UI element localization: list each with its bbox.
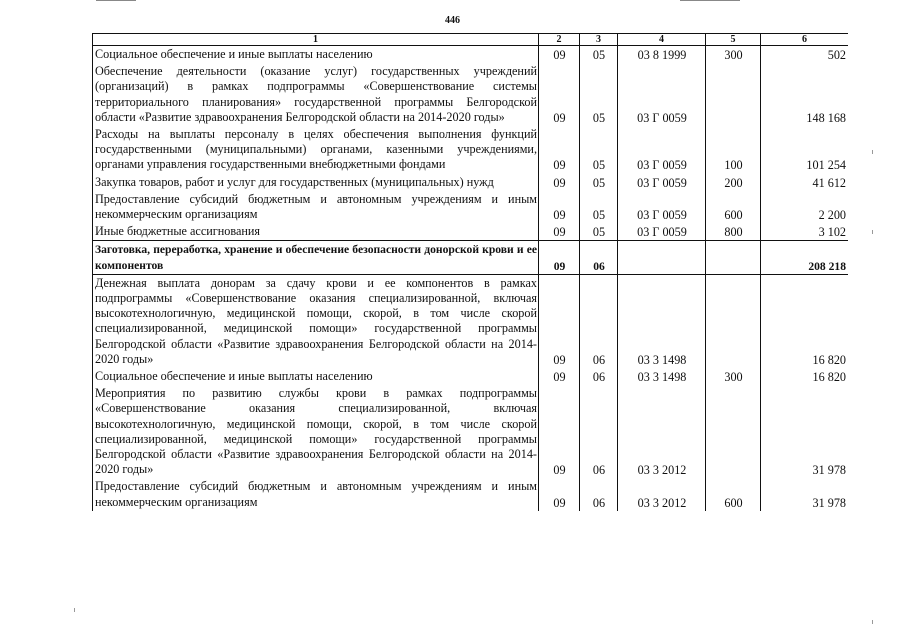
row-amount-cell: 31 978: [761, 385, 849, 478]
row-subsection-cell: 05: [580, 223, 618, 241]
row-target-item-cell: 03 Г 0059: [618, 174, 706, 191]
row-section-cell: 09: [539, 191, 580, 223]
row-amount-cell: 502: [761, 46, 849, 64]
row-section-cell: 09: [539, 126, 580, 174]
row-target-item-cell: 03 8 1999: [618, 46, 706, 64]
row-name-cell: Денежная выплата донорам за сдачу крови и ее компонентов в рамках подпрограммы «Совершенствование оказания специализированной, включая высокотехнологичную, медицинской помощи, скорой, в том числе скорой специализированной, медицинской помощи» государственной программы Белгородской области «Развитие здравоохранения Белгородской области на 2014-2020 годы»: [93, 274, 539, 368]
budget-table-container: [92, 33, 848, 637]
row-subsection-cell: 06: [580, 274, 618, 368]
row-target-item-cell: 03 3 2012: [618, 478, 706, 510]
table-row: [93, 63, 849, 126]
row-expense-type-cell: [706, 63, 761, 126]
row-name-cell: Социальное обеспечение и иные выплаты населению: [93, 368, 539, 385]
row-amount-cell: 101 254: [761, 126, 849, 174]
row-amount-cell: 148 168: [761, 63, 849, 126]
page-number: 446: [445, 15, 460, 26]
row-expense-type-cell: 100: [706, 126, 761, 174]
row-name-cell: Закупка товаров, работ и услуг для государственных (муниципальных) нужд: [93, 174, 539, 191]
table-row: [93, 274, 849, 368]
row-expense-type-cell: 800: [706, 223, 761, 241]
scan-speck: [872, 230, 873, 234]
scan-speck: [872, 150, 873, 154]
row-section-cell: 09: [539, 478, 580, 510]
row-name-cell: Мероприятия по развитию службы крови в рамках подпрограммы «Совершенствование оказания специализированной, включая высокотехнологичную, медицинской помощи, скорой, в том числе скорой специализированной, медицинской помощи» государственной программы Белгородской области «Развитие здравоохранения Белгородской области на 2014-2020 годы»: [93, 385, 539, 478]
row-name-cell: Предоставление субсидий бюджетным и автономным учреждениям и иным некоммерческим организациям: [93, 191, 539, 223]
row-name-cell: Социальное обеспечение и иные выплаты населению: [93, 46, 539, 64]
header-col-4: 4: [618, 34, 706, 46]
row-amount-cell: 41 612: [761, 174, 849, 191]
scan-speck: [74, 608, 75, 612]
row-section-cell: 09: [539, 274, 580, 368]
budget-table: [92, 33, 848, 511]
row-name-cell: Иные бюджетные ассигнования: [93, 223, 539, 241]
row-expense-type-cell: 600: [706, 478, 761, 510]
table-row: [93, 191, 849, 223]
row-section-cell: 09: [539, 46, 580, 64]
row-subsection-cell: 05: [580, 63, 618, 126]
row-subsection-cell: 06: [580, 385, 618, 478]
top-rule-left: [96, 0, 136, 1]
row-name-cell: Предоставление субсидий бюджетным и автономным учреждениям и иным некоммерческим организациям: [93, 478, 539, 510]
row-target-item-cell: 03 Г 0059: [618, 63, 706, 126]
table-row: [93, 368, 849, 385]
row-expense-type-cell: [706, 241, 761, 274]
header-row: [93, 34, 849, 46]
row-target-item-cell: 03 Г 0059: [618, 223, 706, 241]
row-section-cell: 09: [539, 385, 580, 478]
row-subsection-cell: 05: [580, 126, 618, 174]
row-section-cell: 09: [539, 368, 580, 385]
row-subsection-cell: 06: [580, 478, 618, 510]
header-col-5: 5: [706, 34, 761, 46]
row-subsection-cell: 05: [580, 46, 618, 64]
row-target-item-cell: 03 Г 0059: [618, 126, 706, 174]
header-col-2: 2: [539, 34, 580, 46]
row-section-cell: 09: [539, 174, 580, 191]
table-row: [93, 478, 849, 510]
row-name-cell: Расходы на выплаты персоналу в целях обеспечения выполнения функций государственными (муниципальными) органами, казенными учреждениями, органами управления государственными внебюджетными фондами: [93, 126, 539, 174]
row-subsection-cell: 05: [580, 174, 618, 191]
row-subsection-cell: 05: [580, 191, 618, 223]
row-name-cell: Заготовка, переработка, хранение и обеспечение безопасности донорской крови и ее компонентов: [93, 241, 539, 274]
row-section-cell: 09: [539, 63, 580, 126]
table-row: [93, 46, 849, 64]
table-row: [93, 126, 849, 174]
row-subsection-cell: 06: [580, 241, 618, 274]
row-expense-type-cell: 300: [706, 368, 761, 385]
row-amount-cell: 3 102: [761, 223, 849, 241]
header-col-6: 6: [761, 34, 849, 46]
row-subsection-cell: 06: [580, 368, 618, 385]
header-col-3: 3: [580, 34, 618, 46]
row-target-item-cell: 03 3 1498: [618, 274, 706, 368]
row-expense-type-cell: 300: [706, 46, 761, 64]
row-target-item-cell: 03 Г 0059: [618, 191, 706, 223]
row-name-cell: Обеспечение деятельности (оказание услуг) государственных учреждений (организаций) в рамках подпрограммы «Совершенствование системы территориального планирования» государственной программы Белгородской области «Развитие здравоохранения Белгородской области на 2014-2020 годы»: [93, 63, 539, 126]
row-section-cell: 09: [539, 223, 580, 241]
row-expense-type-cell: [706, 274, 761, 368]
table-row: [93, 223, 849, 241]
row-amount-cell: 2 200: [761, 191, 849, 223]
row-target-item-cell: [618, 241, 706, 274]
row-expense-type-cell: [706, 385, 761, 478]
row-section-cell: 09: [539, 241, 580, 274]
row-expense-type-cell: 200: [706, 174, 761, 191]
header-col-1: 1: [93, 34, 539, 46]
table-row: [93, 174, 849, 191]
scan-speck: [872, 620, 873, 624]
row-target-item-cell: 03 3 2012: [618, 385, 706, 478]
row-amount-cell: 16 820: [761, 368, 849, 385]
table-row: [93, 385, 849, 478]
row-amount-cell: 31 978: [761, 478, 849, 510]
table-row: [93, 241, 849, 274]
row-expense-type-cell: 600: [706, 191, 761, 223]
row-amount-cell: 16 820: [761, 274, 849, 368]
row-target-item-cell: 03 3 1498: [618, 368, 706, 385]
top-rule-right: [680, 0, 740, 1]
row-amount-cell: 208 218: [761, 241, 849, 274]
